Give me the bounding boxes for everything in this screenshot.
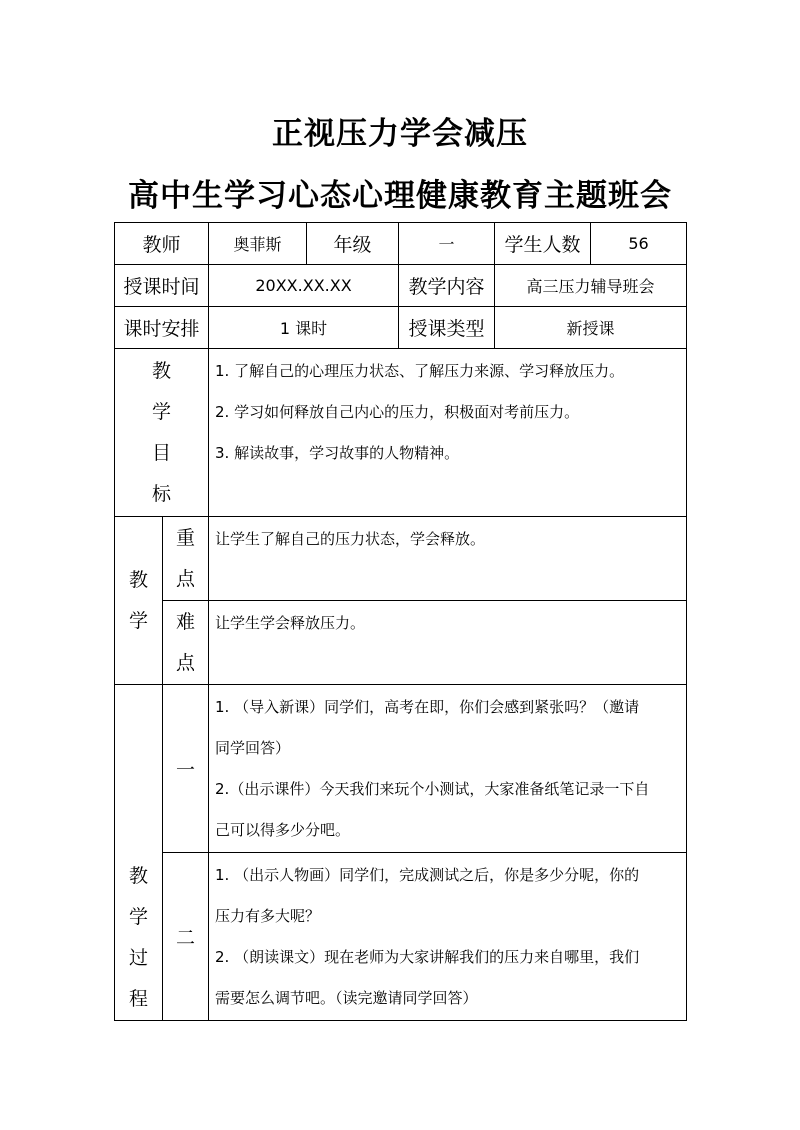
difficult-char: 点 bbox=[176, 651, 196, 674]
process-char: 过 bbox=[128, 947, 148, 969]
objectives-char: 标 bbox=[152, 482, 172, 505]
objective-item: 3. 解读故事，学习故事的人物精神。 bbox=[215, 444, 460, 462]
grade-value: 一 bbox=[399, 223, 495, 265]
process-step-1-row bbox=[115, 685, 687, 853]
objective-item: 2. 学习如何释放自己内心的压力，积极面对考前压力。 bbox=[215, 403, 580, 421]
step-1-line: 己可以得多少分吧。 bbox=[215, 821, 351, 839]
focus-char: 教 bbox=[128, 568, 148, 591]
objective-item: 1. 了解自己的心理压力状态、了解压力来源、学习释放压力。 bbox=[215, 362, 625, 380]
time-label: 授课时间 bbox=[115, 265, 209, 307]
step-1-label: 一 bbox=[163, 685, 209, 853]
key-char: 点 bbox=[176, 567, 196, 590]
content-value: 高三压力辅导班会 bbox=[495, 265, 687, 307]
info-row-1 bbox=[115, 223, 687, 265]
step-2-content bbox=[209, 853, 687, 1021]
step-1-line: 1. （导入新课）同学们，高考在即，你们会感到紧张吗？（邀请 bbox=[215, 698, 640, 716]
step-2-line: 需要怎么调节吧。（读完邀请同学回答） bbox=[215, 989, 478, 1007]
time-value: 20XX.XX.XX bbox=[209, 265, 399, 307]
objectives-label bbox=[115, 349, 209, 517]
step-1-line: 2.（出示课件）今天我们来玩个小测试，大家准备纸笔记录一下自 bbox=[215, 780, 650, 798]
students-value: 56 bbox=[591, 223, 687, 265]
step-2-line: 压力有多大呢？ bbox=[215, 907, 321, 925]
step-2-label: 二 bbox=[163, 853, 209, 1021]
key-point-label bbox=[163, 517, 209, 601]
difficult-point-text: 让学生学会释放压力。 bbox=[215, 614, 366, 632]
difficult-point-content bbox=[209, 601, 687, 685]
hours-label: 课时安排 bbox=[115, 307, 209, 349]
difficult-point-label bbox=[163, 601, 209, 685]
info-row-2 bbox=[115, 265, 687, 307]
type-label: 授课类型 bbox=[399, 307, 495, 349]
info-row-3 bbox=[115, 307, 687, 349]
key-point-text: 让学生了解自己的压力状态，学会释放。 bbox=[215, 530, 486, 548]
objectives-content bbox=[209, 349, 687, 517]
process-char: 程 bbox=[128, 988, 148, 1010]
step-2-line: 2. （朗读课文）现在老师为大家讲解我们的压力来自哪里，我们 bbox=[215, 948, 640, 966]
key-point-content bbox=[209, 517, 687, 601]
key-char: 重 bbox=[176, 526, 196, 549]
difficult-point-row bbox=[115, 601, 687, 685]
hours-value: 1 课时 bbox=[209, 307, 399, 349]
process-char: 教 bbox=[128, 865, 148, 887]
document-title: 正视压力学会减压 bbox=[272, 116, 528, 152]
focus-label bbox=[115, 517, 163, 685]
step-1-line: 同学回答） bbox=[215, 739, 291, 757]
objectives-char: 学 bbox=[152, 400, 172, 423]
objectives-char: 教 bbox=[152, 359, 172, 382]
lesson-plan-table bbox=[114, 222, 687, 1021]
objectives-row bbox=[115, 349, 687, 517]
teacher-label: 教师 bbox=[115, 223, 209, 265]
grade-label: 年级 bbox=[307, 223, 399, 265]
teacher-value: 奥菲斯 bbox=[209, 223, 307, 265]
students-label: 学生人数 bbox=[495, 223, 591, 265]
key-point-row bbox=[115, 517, 687, 601]
objectives-char: 目 bbox=[152, 441, 172, 464]
process-step-2-row bbox=[115, 853, 687, 1021]
type-value: 新授课 bbox=[495, 307, 687, 349]
step-2-line: 1. （出示人物画）同学们，完成测试之后，你是多少分呢，你的 bbox=[215, 866, 640, 884]
document-subtitle: 高中生学习心态心理健康教育主题班会 bbox=[128, 178, 672, 214]
process-label bbox=[115, 685, 163, 1021]
difficult-char: 难 bbox=[176, 610, 196, 633]
step-1-content bbox=[209, 685, 687, 853]
focus-char: 学 bbox=[128, 609, 148, 632]
process-char: 学 bbox=[128, 906, 148, 928]
content-label: 教学内容 bbox=[399, 265, 495, 307]
